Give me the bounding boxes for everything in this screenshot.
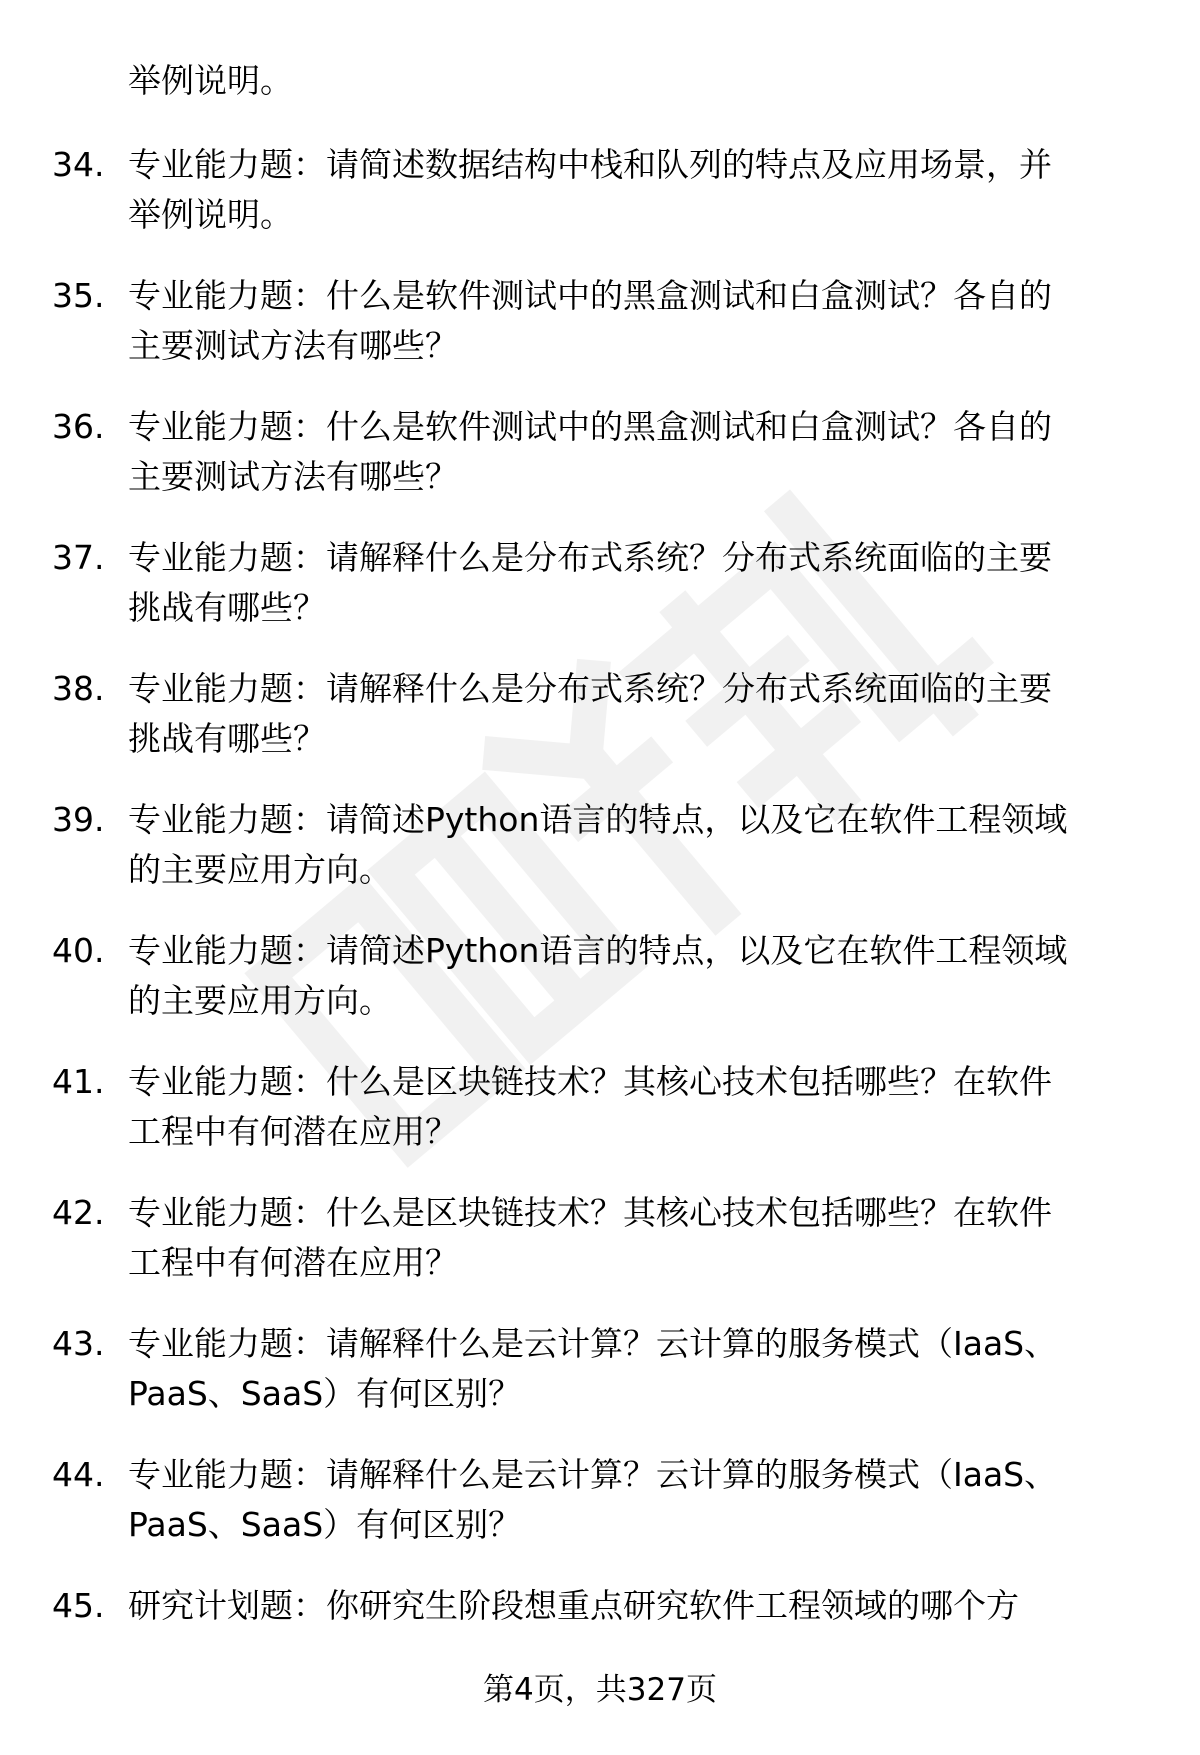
question-line: 专业能力题：什么是区块链技术？其核心技术包括哪些？在软件 bbox=[128, 1062, 1052, 1101]
question-number: 42. bbox=[52, 1193, 105, 1232]
question-text bbox=[128, 664, 1158, 764]
question-line: 专业能力题：什么是软件测试中的黑盒测试和白盒测试？各自的 bbox=[128, 276, 1052, 315]
question-number: 38. bbox=[52, 669, 105, 708]
question-line: 的主要应用方向。 bbox=[128, 850, 392, 889]
question-line: 专业能力题：请解释什么是云计算？云计算的服务模式（IaaS、 bbox=[128, 1455, 1058, 1494]
question-line: 举例说明。 bbox=[128, 195, 293, 234]
question-number: 45. bbox=[52, 1586, 105, 1625]
question-number: 41. bbox=[52, 1062, 105, 1101]
question-item bbox=[0, 1057, 1200, 1188]
question-item bbox=[0, 1450, 1200, 1581]
question-number: 43. bbox=[52, 1324, 105, 1363]
question-item bbox=[0, 271, 1200, 402]
question-list bbox=[0, 140, 1200, 1712]
question-item bbox=[0, 140, 1200, 271]
question-number: 40. bbox=[52, 931, 105, 970]
question-number: 35. bbox=[52, 276, 105, 315]
question-item bbox=[0, 664, 1200, 795]
question-text bbox=[128, 1188, 1158, 1288]
question-item bbox=[0, 533, 1200, 664]
question-item bbox=[0, 1319, 1200, 1450]
question-line: 工程中有何潜在应用？ bbox=[128, 1112, 458, 1151]
question-line: 的主要应用方向。 bbox=[128, 981, 392, 1020]
question-item bbox=[0, 795, 1200, 926]
question-line: 专业能力题：请解释什么是分布式系统？分布式系统面临的主要 bbox=[128, 669, 1052, 708]
page-footer: 第4页，共327页 bbox=[483, 1672, 717, 1708]
question-number: 39. bbox=[52, 800, 105, 839]
question-line: PaaS、SaaS）有何区别？ bbox=[128, 1374, 522, 1413]
question-line: 研究计划题：你研究生阶段想重点研究软件工程领域的哪个方 bbox=[128, 1586, 1019, 1625]
question-text bbox=[128, 1450, 1158, 1550]
question-line: 专业能力题：什么是区块链技术？其核心技术包括哪些？在软件 bbox=[128, 1193, 1052, 1232]
question-text bbox=[128, 533, 1158, 633]
question-line: 专业能力题：请解释什么是云计算？云计算的服务模式（IaaS、 bbox=[128, 1324, 1058, 1363]
question-text bbox=[128, 795, 1158, 895]
question-text bbox=[128, 271, 1158, 371]
question-line: 工程中有何潜在应用？ bbox=[128, 1243, 458, 1282]
question-number: 44. bbox=[52, 1455, 105, 1494]
question-line: PaaS、SaaS）有何区别？ bbox=[128, 1505, 522, 1544]
question-item bbox=[0, 1188, 1200, 1319]
question-item bbox=[0, 926, 1200, 1057]
question-number: 34. bbox=[52, 145, 105, 184]
question-text bbox=[128, 926, 1158, 1026]
question-text bbox=[128, 1581, 1158, 1631]
question-line: 专业能力题：什么是软件测试中的黑盒测试和白盒测试？各自的 bbox=[128, 407, 1052, 446]
question-number: 36. bbox=[52, 407, 105, 446]
question-line: 专业能力题：请简述Python语言的特点，以及它在软件工程领域 bbox=[128, 931, 1068, 970]
question-line: 主要测试方法有哪些？ bbox=[128, 326, 458, 365]
question-text bbox=[128, 1319, 1158, 1419]
question-item bbox=[0, 402, 1200, 533]
question-line: 专业能力题：请简述数据结构中栈和队列的特点及应用场景，并 bbox=[128, 145, 1052, 184]
question-number: 37. bbox=[52, 538, 105, 577]
question-text bbox=[128, 140, 1158, 240]
question-line: 挑战有哪些？ bbox=[128, 588, 326, 627]
question-line: 挑战有哪些？ bbox=[128, 719, 326, 758]
continuation-text: 举例说明。 bbox=[128, 61, 293, 100]
question-line: 专业能力题：请解释什么是分布式系统？分布式系统面临的主要 bbox=[128, 538, 1052, 577]
question-text bbox=[128, 1057, 1158, 1157]
question-line: 专业能力题：请简述Python语言的特点，以及它在软件工程领域 bbox=[128, 800, 1068, 839]
question-line: 主要测试方法有哪些？ bbox=[128, 457, 458, 496]
question-text bbox=[128, 402, 1158, 502]
